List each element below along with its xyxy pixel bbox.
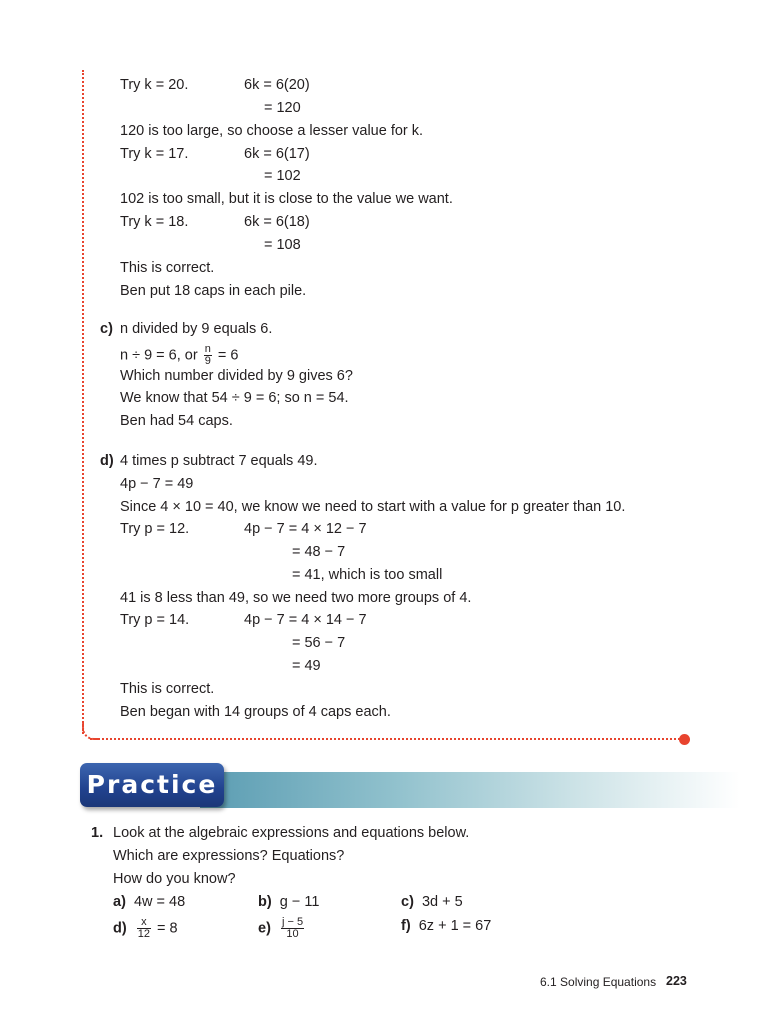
calc-6k-18: 6k = 6(18) — [244, 214, 310, 230]
part-d-reasoning: Since 4 × 10 = 40, we know we need to start with a value for p greater than 10. — [120, 499, 626, 515]
answer-d: Ben began with 14 groups of 4 caps each. — [120, 704, 391, 720]
correct-text-d: This is correct. — [120, 681, 215, 697]
practice-banner-band — [200, 772, 740, 808]
item-a: a) 4w = 48 — [113, 894, 186, 910]
try-k-18: Try k = 18. — [120, 214, 189, 230]
part-d-statement: 4 times p subtract 7 equals 49. — [120, 453, 318, 469]
part-c-statement: n divided by 9 equals 6. — [120, 321, 273, 337]
x-over-12-fraction: $\frac{x}{12}$ — [137, 916, 150, 940]
calc-p-12-line3: = 41, which is too small — [292, 567, 443, 583]
practice-banner: Practice — [80, 763, 224, 807]
answer-b: Ben put 18 caps in each pile. — [120, 283, 307, 299]
calc-p-12-line2: = 48 − 7 — [292, 544, 346, 560]
item-b: b) g − 11 — [258, 894, 320, 910]
calc-p-12-line1: 4p − 7 = 4 × 12 − 7 — [244, 521, 367, 537]
part-c-label: c) — [100, 321, 113, 337]
calc-6k-17: 6k = 6(17) — [244, 146, 310, 162]
part-c-reasoning: We know that 54 ÷ 9 = 6; so n = 54. — [120, 390, 349, 406]
part-c-answer: Ben had 54 caps. — [120, 413, 233, 429]
dotted-margin-line — [82, 70, 84, 734]
too-small-text: 102 is too small, but it is close to the value we want. — [120, 191, 453, 207]
page-number: 223 — [666, 974, 687, 988]
correct-text-b: This is correct. — [120, 260, 215, 276]
part-c-question: Which number divided by 9 gives 6? — [120, 368, 353, 384]
part-c-eq-suffix: = 6 — [217, 347, 239, 364]
question-1-line1: Look at the algebraic expressions and equations below. — [113, 825, 470, 841]
try-k-17: Try k = 17. — [120, 146, 189, 162]
part-d-equation: 4p − 7 = 49 — [120, 476, 194, 492]
footer-section-title: 6.1 Solving Equations — [540, 975, 657, 989]
item-e: e) $\frac{j - 5}{10}$ — [258, 916, 304, 940]
calc-p-14-line1: 4p − 7 = 4 × 14 − 7 — [244, 612, 367, 628]
try-p-14: Try p = 14. — [120, 612, 190, 628]
calc-p-14-line3: = 49 — [292, 658, 321, 674]
item-c: c) 3d + 5 — [401, 894, 463, 910]
dotted-bottom-line — [90, 738, 680, 740]
n-over-9-fraction: $\frac{n}{9}$ — [204, 343, 211, 367]
result-120: = 120 — [264, 100, 301, 116]
item-d: d) $\frac{x}{12}$ = 8 — [113, 916, 178, 940]
part-c-eq-prefix: n ÷ 9 = 6, or — [120, 347, 198, 364]
result-108: = 108 — [264, 237, 301, 253]
calc-6k-20: 6k = 6(20) — [244, 77, 310, 93]
result-102: = 102 — [264, 168, 301, 184]
too-large-text: 120 is too large, so choose a lesser value for k. — [120, 123, 424, 139]
part-d-adjust: 41 is 8 less than 49, so we need two more groups of 4. — [120, 590, 472, 606]
try-p-12: Try p = 12. — [120, 521, 190, 537]
part-d-label: d) — [100, 453, 114, 469]
calc-p-14-line2: = 56 − 7 — [292, 635, 346, 651]
question-1-number: 1. — [91, 825, 104, 841]
part-c-equation — [120, 344, 238, 367]
question-1-line3: How do you know? — [113, 871, 236, 887]
dotted-end-marker — [679, 734, 690, 745]
j-minus-5-over-10-fraction: $\frac{j - 5}{10}$ — [281, 916, 304, 940]
item-f: f) 6z + 1 = 67 — [401, 918, 492, 934]
question-1-line2: Which are expressions? Equations? — [113, 848, 345, 864]
try-k-20: Try k = 20. — [120, 77, 189, 93]
